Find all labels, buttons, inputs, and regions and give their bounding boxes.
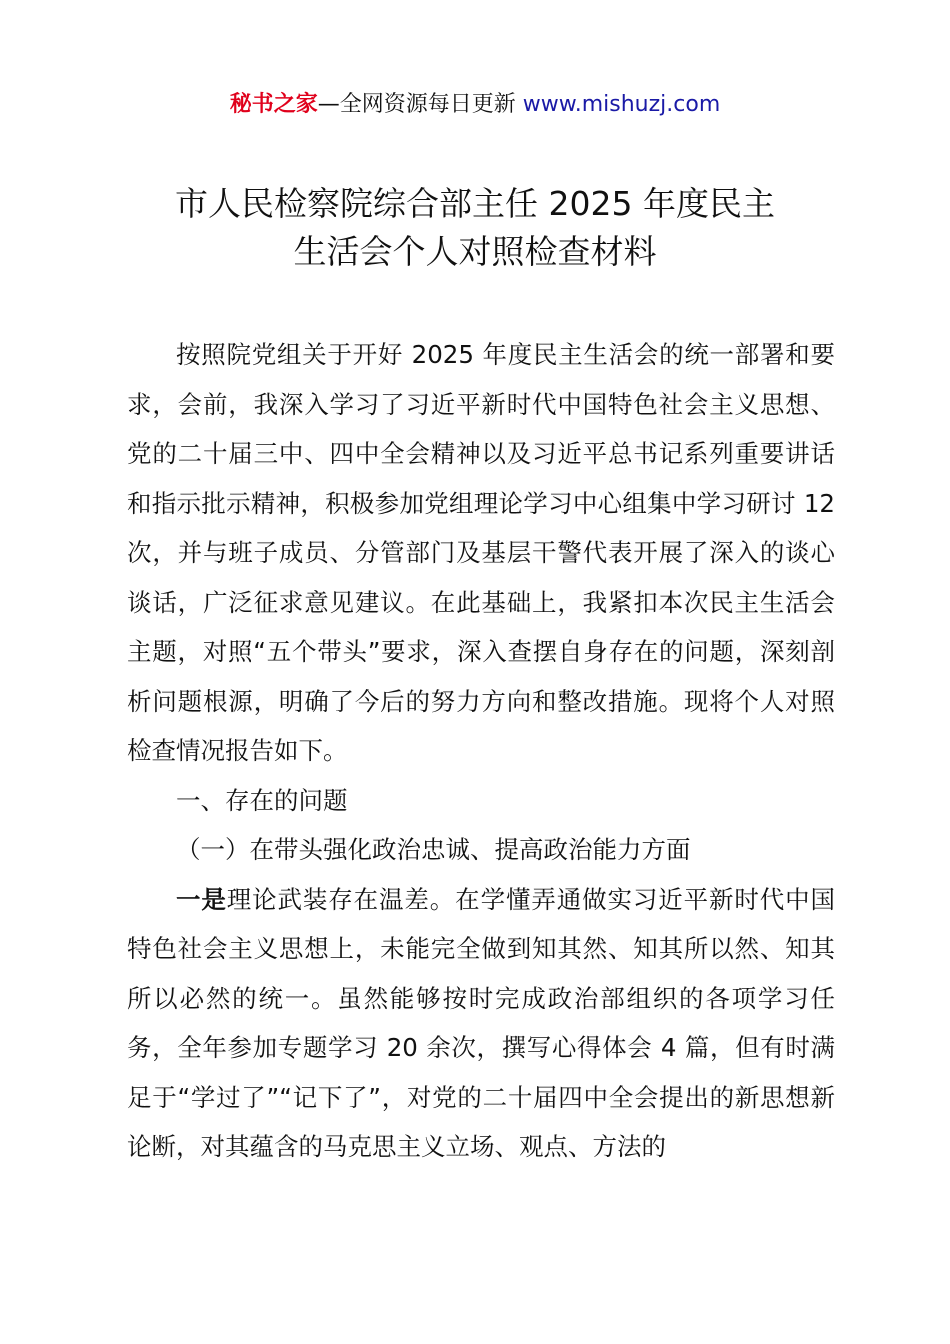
- intro-paragraph: 按照院党组关于开好 2025 年度民主生活会的统一部署和要求，会前，我深入学习了习近平新时代中国特色社会主义思想、党的二十届三中、四中全会精神以及习近平总书记系列重要讲话和指示批示精神，积极参加党组理论学习中心组集中学习研讨 12 次，并与班子成员、分管部门及基层干警代表开展了深入的谈心谈话，广泛征求意见建议。在此基础上，我紧扣本次民主生活会主题，对照“五个带头”要求，深入查摆自身存在的问题，深刻剖析问题根源，明确了今后的努力方向和整改措施。现将个人对照检查情况报告如下。: [127, 340, 835, 765]
- title-line-2: 生活会个人对照检查材料: [293, 232, 657, 271]
- point-label: 一是: [176, 884, 227, 914]
- document-body: [127, 330, 835, 1172]
- subsection-heading: （一）在带头强化政治忠诚、提高政治能力方面: [176, 835, 691, 864]
- site-brand: 秘书之家: [229, 92, 318, 117]
- site-slogan: —全网资源每日更新: [317, 92, 523, 117]
- document-title: [0, 180, 950, 276]
- title-line-1: 市人民检察院综合部主任 2025 年度民主: [175, 184, 775, 223]
- site-header: [0, 88, 950, 122]
- site-url-link[interactable]: www.mishuzj.com: [522, 92, 721, 117]
- section-heading: 一、存在的问题: [176, 785, 348, 815]
- point-text: 理论武装存在温差。在学懂弄通做实习近平新时代中国特色社会主义思想上，未能完全做到知其然、知其所以然、知其所以必然的统一。虽然能够按时完成政治部组织的各项学习任务，全年参加专题学习 20 余次，撰写心得体会 4 篇，但有时满足于“学过了”“记下了”，对党的二十届四中全会提出的新思想新论断，对其蕴含的马克思主义立场、观点、方法的: [127, 884, 836, 1161]
- point-paragraph: [127, 875, 835, 1172]
